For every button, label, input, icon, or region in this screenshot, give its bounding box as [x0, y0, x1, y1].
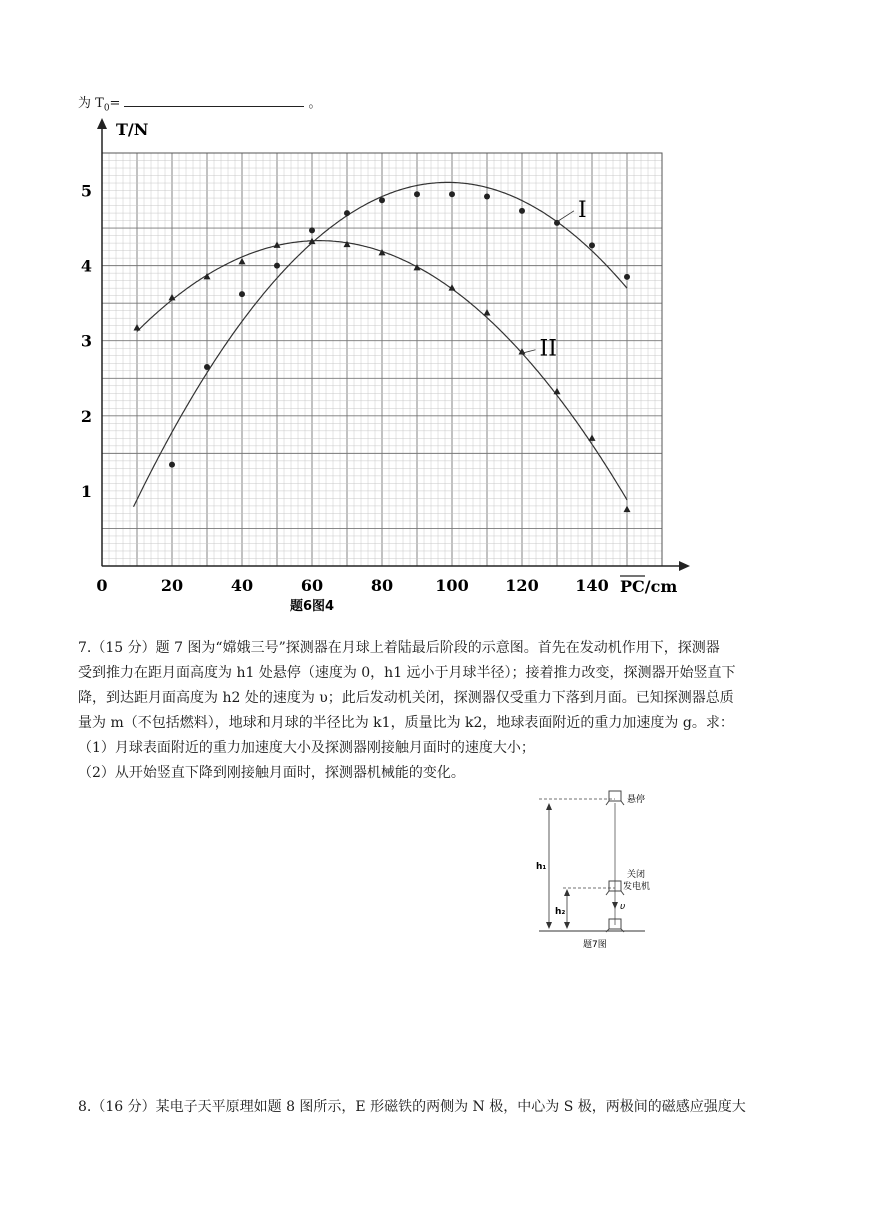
data-point-II [589, 434, 596, 441]
x-axis-arrow-icon [679, 561, 690, 571]
data-point-I [624, 274, 630, 280]
q7-line: 降，到达距月面高度为 h2 处的速度为 υ；此后发动机关闭，探测器仅受重力下落到月面。已知探测器总质 [78, 690, 734, 706]
velocity-arrow-icon [612, 902, 618, 909]
question-8 [78, 1095, 798, 1120]
figure-6-4-chart [78, 115, 693, 615]
y-tick-label: 4 [80, 256, 92, 276]
x-tick-label: 140 [575, 576, 609, 595]
label-h1: h₁ [536, 862, 547, 872]
data-point-I [204, 364, 210, 370]
q7-line: （1）月球表面附近的重力加速度大小及探测器刚接触月面时的速度大小； [78, 740, 535, 756]
series-label-II: II [539, 336, 557, 362]
x-tick-label: 40 [230, 576, 254, 595]
data-point-I [589, 242, 595, 248]
y-tick-label: 3 [80, 331, 92, 351]
data-point-I [344, 210, 350, 216]
label-h2: h₂ [555, 907, 566, 917]
y-tick-label: 1 [80, 481, 92, 501]
data-point-I [274, 263, 280, 269]
data-point-II [344, 241, 351, 248]
data-point-I [449, 191, 455, 197]
figure-7-diagram [535, 785, 665, 955]
q8-line: 8.（16 分）某电子天平原理如题 8 图所示，E 形磁铁的两侧为 N 极，中心为 S 极，两极间的磁感应强度大 [78, 1099, 746, 1115]
data-point-II [239, 258, 246, 265]
series-label-I: I [578, 197, 587, 223]
q7-line: 量为 m（不包括燃料），地球和月球的半径比为 k1，质量比为 k2，地球表面附近的重力加速度为 g。求： [78, 715, 734, 731]
data-point-II [484, 309, 491, 316]
answer-blank [124, 94, 304, 107]
label-close: 关闭 [627, 870, 646, 880]
answer-line [78, 92, 321, 114]
data-point-I [414, 191, 420, 197]
x-tick-label: 120 [505, 576, 539, 595]
y-axis-label: T/N [116, 120, 149, 139]
label-hover: 悬停 [627, 795, 646, 805]
label-engine: 发电机 [623, 882, 651, 892]
q7-line: （2）从开始竖直下降到刚接触月面时，探测器机械能的变化。 [78, 765, 465, 781]
y-axis-arrow-icon [97, 118, 107, 129]
y-tick-label: 2 [80, 406, 92, 426]
x-tick-label: 60 [300, 576, 324, 595]
fig7-caption: 题7图 [583, 940, 607, 950]
x-tick-label: 80 [370, 576, 394, 595]
label-velocity: υ [620, 902, 626, 912]
answer-suffix: 。 [308, 96, 322, 111]
q7-line: 7.（15 分）题 7 图为“嫦娥三号”探测器在月球上着陆最后阶段的示意图。首先在发动机作用下，探测器 [78, 640, 720, 656]
question-7 [78, 636, 798, 786]
data-point-II [134, 324, 141, 331]
series-leader-I [557, 211, 574, 222]
answer-prefix: 为 T [78, 96, 104, 111]
answer-sub: 0 [103, 103, 110, 114]
data-point-I [519, 208, 525, 214]
data-point-I [169, 462, 175, 468]
data-point-I [309, 227, 315, 233]
x-tick-label: 100 [435, 576, 469, 595]
data-point-I [484, 194, 490, 200]
chart-caption: 题6图4 [289, 599, 335, 614]
answer-eq: = [109, 96, 121, 111]
data-point-II [624, 506, 631, 513]
data-point-I [379, 197, 385, 203]
y-tick-label: 5 [80, 181, 92, 201]
data-point-II [554, 388, 561, 395]
data-point-II [169, 294, 176, 301]
data-point-I [239, 291, 245, 297]
x-tick-label: 20 [160, 576, 184, 595]
x-axis-label: PC/cm [620, 577, 678, 596]
chart-labels [81, 120, 677, 614]
q7-line: 受到推力在距月面高度为 h1 处悬停（速度为 0，h1 远小于月球半径）；接着推力改变，探测器开始竖直下 [78, 665, 736, 681]
probe-icon-top [606, 791, 624, 805]
x-tick-label: 0 [96, 576, 108, 595]
